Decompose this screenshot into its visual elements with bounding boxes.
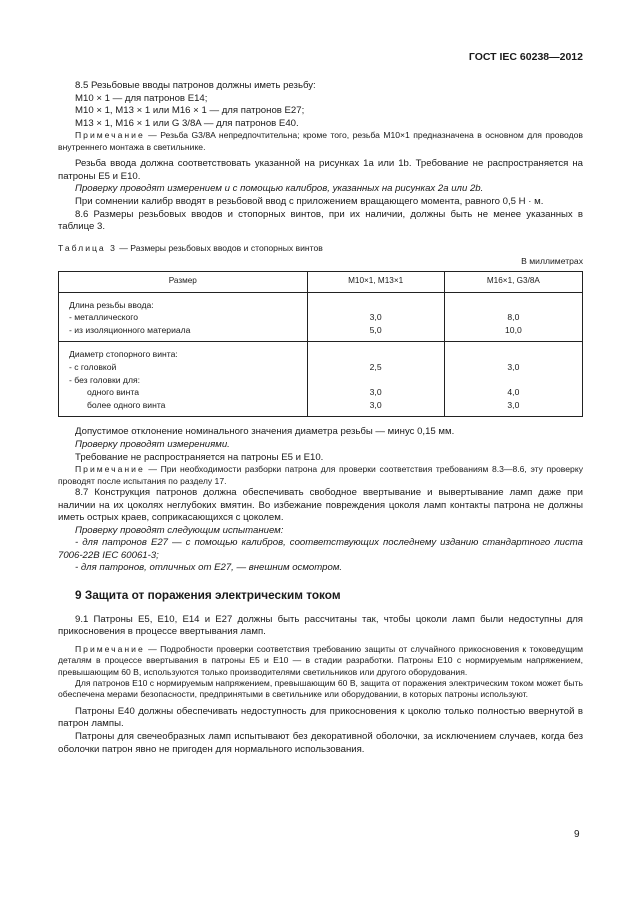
section-8-6: 8.6 Размеры резьбовых вводов и стопорных винтов, при их наличии, должны быть не менее указанных в таблице 3. (58, 208, 583, 233)
row-label: - с головкой (69, 361, 117, 372)
note-label: Примечание (75, 130, 145, 141)
thread-e27: М10 × 1, М13 × 1 или М16 × 1 — для патронов Е27; (75, 105, 305, 117)
dimensions-table (58, 271, 583, 418)
note-8-5 (58, 130, 583, 153)
paragraph: Требование не распространяется на патроны Е5 и Е10. (75, 451, 324, 463)
table-cell: 5,0 (369, 324, 382, 335)
table-cell: 10,0 (505, 324, 522, 335)
note-text: — Подробности проверки соответствия требованию защиты от случайного прикосновения к токоведущим деталям в процессе ввертывания в патроны Е5 и Е10 — в стадии разработки. Патроны Е10 с нормируемым напряжением, превышающим 60 В, используются только производителями светильников или другого оборудования. (58, 643, 583, 677)
paragraph: Допустимое отклонение номинального значения диаметра резьбы — минус 0,15 мм. (75, 426, 455, 438)
paragraph: Резьба ввода должна соответствовать указанной на рисунках 1a или 1b. Требование не распространяется на патроны Е5 и Е10. (58, 158, 583, 182)
paragraph: Патроны Е40 должны обеспечивать недоступность для прикосновения к цоколю только полностью ввернутой в патрон лампы. (58, 705, 583, 730)
paragraph: При сомнении калибр вводят в резьбовой ввод с приложением вращающего момента, равного 0,5 Н · м. (75, 195, 544, 207)
table-caption (58, 243, 583, 254)
table-row (59, 342, 583, 417)
standard-header: ГОСТ IEC 60238—2012 (468, 51, 583, 63)
row-label: - из изоляционного материала (69, 324, 191, 335)
col-header-m10: М10×1, М13×1 (307, 271, 444, 292)
note-text: — Резьба G3/8A непредпочтительна; кроме того, резьба М10×1 предназначена в основном для проводов внутреннего монтажа в светильнике. (58, 130, 583, 152)
test-item: - для патронов Е27 — с помощью калибров, соответствующих последнему изданию стандартного листа 7006-22B IEC 60061-3; (58, 537, 583, 561)
thread-e40: М13 × 1, М16 × 1 или G 3/8A — для патронов Е40. (75, 117, 299, 129)
table-caption-label: Таблица 3 (58, 242, 117, 253)
section-9-heading: 9 Защита от поражения электрическим током (75, 588, 341, 603)
row-label: более одного винта (87, 399, 166, 410)
table-cell: 4,0 (507, 387, 520, 398)
row-label: Диаметр стопорного винта: (69, 349, 178, 360)
note-9-1 (58, 644, 583, 678)
table-cell: 8,0 (507, 312, 520, 323)
check-paragraph: Проверку проводят измерением и с помощью калибров, указанных на рисунках 2a или 2b. (75, 183, 484, 195)
table-unit: В миллиметрах (521, 256, 583, 267)
col-header-size: Размер (59, 271, 308, 292)
table-caption-text: — Размеры резьбовых вводов и стопорных винтов (116, 242, 323, 253)
note-label: Примечание (75, 464, 145, 475)
check-paragraph: Проверку проводят следующим испытанием: (75, 524, 284, 536)
section-8-7: 8.7 Конструкция патронов должна обеспечивать свободное ввертывание и вывертывание ламп даже при наличии на их цоколях неглубоких вмятин. Во избежание повреждения цоколя ламп контакты патрона не должны иметь острых краев, соприкасающихся с цоколем. (58, 486, 583, 524)
table-row (59, 292, 583, 342)
section-9-1: 9.1 Патроны Е5, Е10, Е14 и Е27 должны быть рассчитаны так, чтобы цоколи ламп были недоступны для прикосновения в процессе ввертывания ламп. (58, 613, 583, 638)
table-header-row (59, 271, 583, 292)
table-cell: 3,0 (369, 387, 382, 398)
document-body (58, 80, 583, 756)
table-cell: 3,0 (507, 399, 520, 410)
table-cell: 3,0 (507, 361, 520, 372)
col-header-m16: М16×1, G3/8A (444, 271, 582, 292)
check-paragraph: Проверку проводят измерениями. (75, 438, 230, 450)
paragraph: Патроны для свечеобразных ламп испытывают без декоративной оболочки, за исключением случаев, когда без оболочки патрон явно не пригоден для нормального использования. (58, 731, 583, 755)
note-text: — При необходимости разборки патрона для проверки соответствия требованиям 8.3—8.6, эту проверку проводят после испытания по разделу 17. (58, 464, 583, 486)
table-cell: 3,0 (369, 399, 382, 410)
row-label: - без головки для: (69, 374, 141, 385)
note-9-1-continued: Для патронов Е10 с нормируемым напряжением, превышающим 60 В, защита от поражения электрическим током может быть обеспечена мерами безопасности, предпринятыми в светильнике или оборудовании, в которых патроны используют. (58, 678, 583, 700)
table-cell: 3,0 (369, 312, 382, 323)
section-8-5-title: 8.5 Резьбовые вводы патронов должны иметь резьбу: (75, 80, 316, 91)
note-label: Примечание (75, 643, 145, 654)
page-number: 9 (574, 829, 580, 840)
row-label: - металлического (69, 312, 139, 323)
table-cell: 2,5 (369, 361, 382, 372)
row-label: одного винта (87, 387, 139, 398)
thread-e14: М10 × 1 — для патронов Е14; (75, 92, 208, 104)
test-item: - для патронов, отличных от Е27, — внешним осмотром. (75, 562, 343, 574)
row-label: Длина резьбы ввода: (69, 299, 154, 310)
note-after-table (58, 464, 583, 487)
